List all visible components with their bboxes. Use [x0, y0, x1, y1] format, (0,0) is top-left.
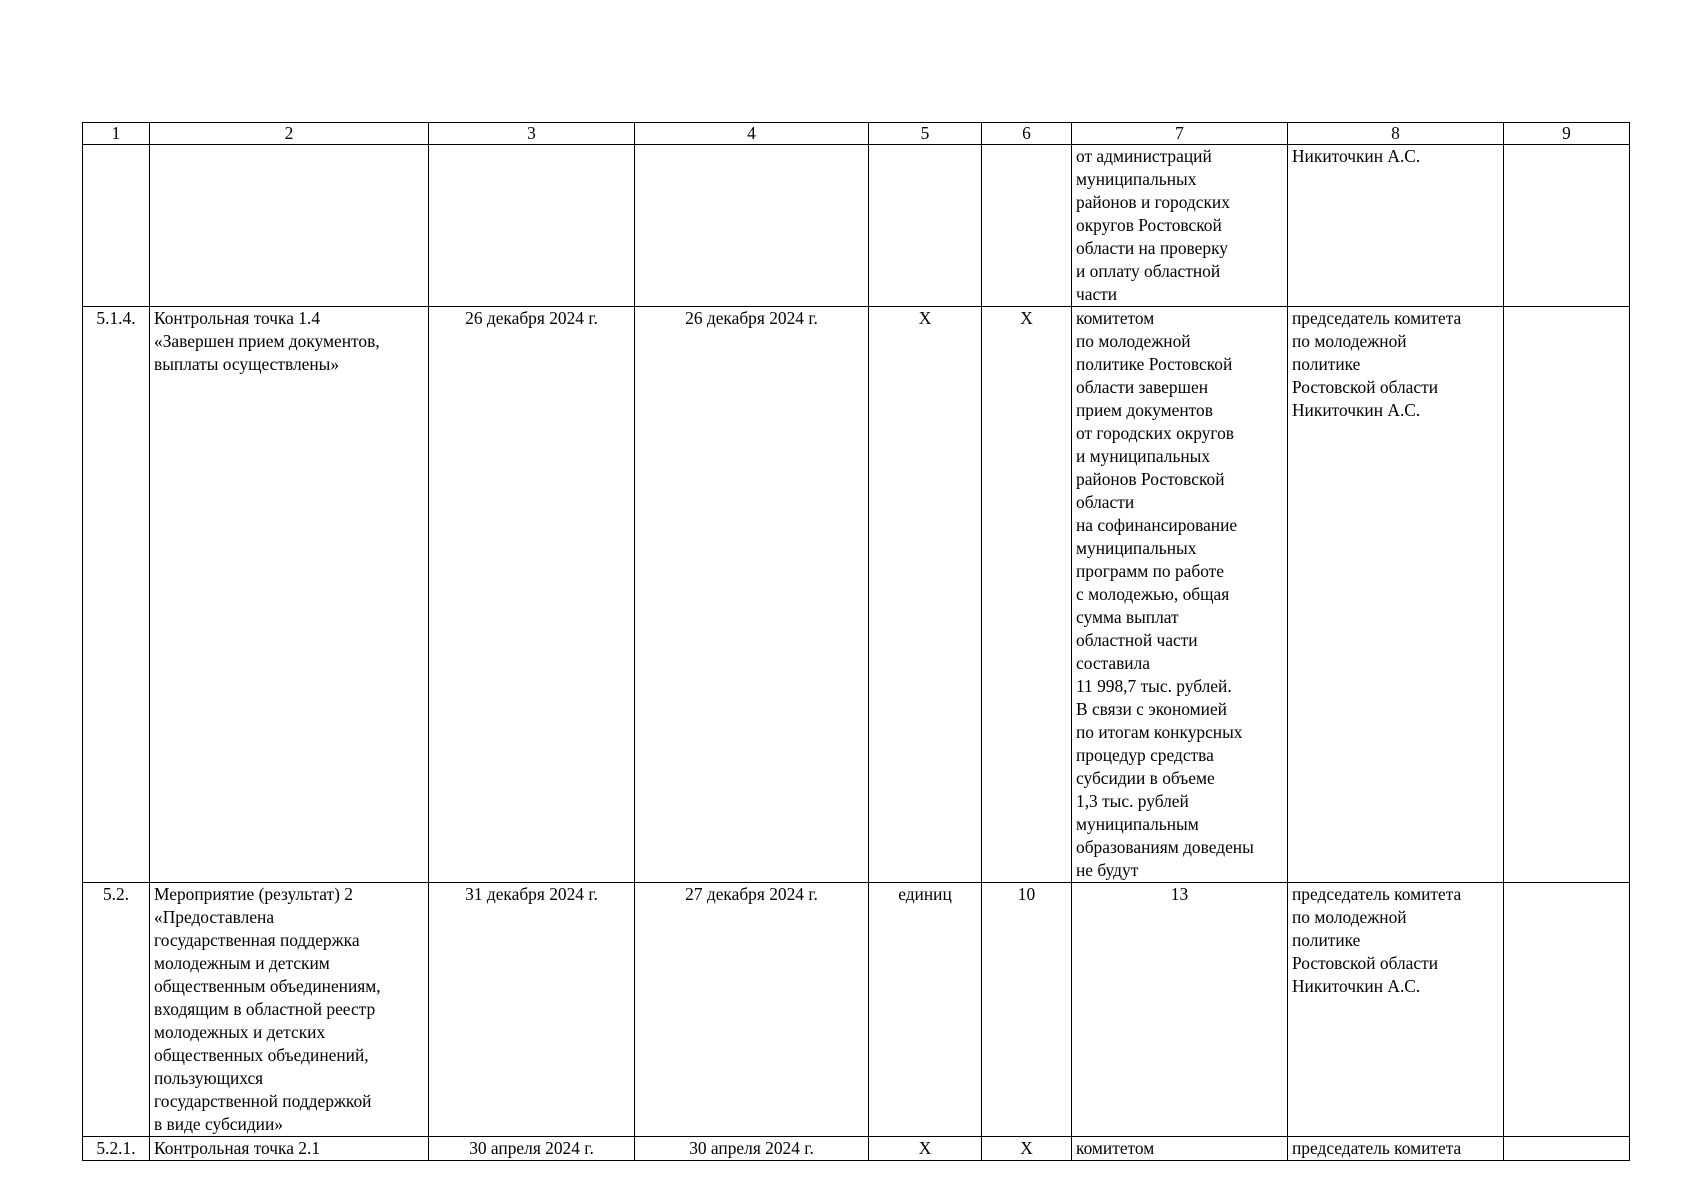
- column-header: 2: [150, 123, 429, 145]
- table-row: [83, 307, 1630, 883]
- column-header: 4: [635, 123, 869, 145]
- row-number: 5.2.: [83, 883, 150, 1137]
- column-number-row: [83, 123, 1630, 145]
- fact-date: [635, 145, 869, 307]
- extra: [1504, 883, 1630, 1137]
- column-header: 5: [869, 123, 982, 145]
- responsible: председатель комитета по молодежной политике Ростовской области Никиточкин А.С.: [1288, 883, 1504, 1137]
- column-header: 3: [429, 123, 635, 145]
- column-header: 9: [1504, 123, 1630, 145]
- fact-date: 26 декабря 2024 г.: [635, 307, 869, 883]
- item-name: Контрольная точка 1.4 «Завершен прием документов, выплаты осуществлены»: [150, 307, 429, 883]
- extra: [1504, 145, 1630, 307]
- row-number: [83, 145, 150, 307]
- table-row: [83, 883, 1630, 1137]
- fact-date: 30 апреля 2024 г.: [635, 1137, 869, 1161]
- value: [982, 145, 1072, 307]
- item-name: Мероприятие (результат) 2 «Предоставлена государственная поддержка молодежным и детским общественным объединениям, входящим в областной реестр молодежных и детских общественных объединений, пользующихся государственной поддержкой в виде субсидии»: [150, 883, 429, 1137]
- column-header: 1: [83, 123, 150, 145]
- extra: [1504, 1137, 1630, 1161]
- responsible: председатель комитета: [1288, 1137, 1504, 1161]
- table-row: [83, 1137, 1630, 1161]
- comment: 13: [1072, 883, 1288, 1137]
- item-name: Контрольная точка 2.1: [150, 1137, 429, 1161]
- extra: [1504, 307, 1630, 883]
- unit: Х: [869, 1137, 982, 1161]
- plan-date: 30 апреля 2024 г.: [429, 1137, 635, 1161]
- column-header: 7: [1072, 123, 1288, 145]
- comment: от администраций муниципальных районов и городских округов Ростовской области на проверку и оплату областной части: [1072, 145, 1288, 307]
- responsible: Никиточкин А.С.: [1288, 145, 1504, 307]
- plan-date: [429, 145, 635, 307]
- value: 10: [982, 883, 1072, 1137]
- fact-date: 27 декабря 2024 г.: [635, 883, 869, 1137]
- report-table: [82, 122, 1630, 1161]
- unit: Х: [869, 307, 982, 883]
- plan-date: 31 декабря 2024 г.: [429, 883, 635, 1137]
- unit: [869, 145, 982, 307]
- value: Х: [982, 307, 1072, 883]
- column-header: 6: [982, 123, 1072, 145]
- responsible: председатель комитета по молодежной политике Ростовской области Никиточкин А.С.: [1288, 307, 1504, 883]
- plan-date: 26 декабря 2024 г.: [429, 307, 635, 883]
- table-row: [83, 145, 1630, 307]
- item-name: [150, 145, 429, 307]
- comment: комитетом по молодежной политике Ростовской области завершен прием документов от городских округов и муниципальных районов Ростовской области на софинансирование муниципальных программ по работе с молодежью, общая сумма выплат областной части составила 11 998,7 тыс. рублей. В связи с экономией по итогам конкурсных процедур средства субсидии в объеме 1,3 тыс. рублей муниципальным образованиям доведены не будут: [1072, 307, 1288, 883]
- row-number: 5.2.1.: [83, 1137, 150, 1161]
- unit: единиц: [869, 883, 982, 1137]
- row-number: 5.1.4.: [83, 307, 150, 883]
- value: Х: [982, 1137, 1072, 1161]
- column-header: 8: [1288, 123, 1504, 145]
- comment: комитетом: [1072, 1137, 1288, 1161]
